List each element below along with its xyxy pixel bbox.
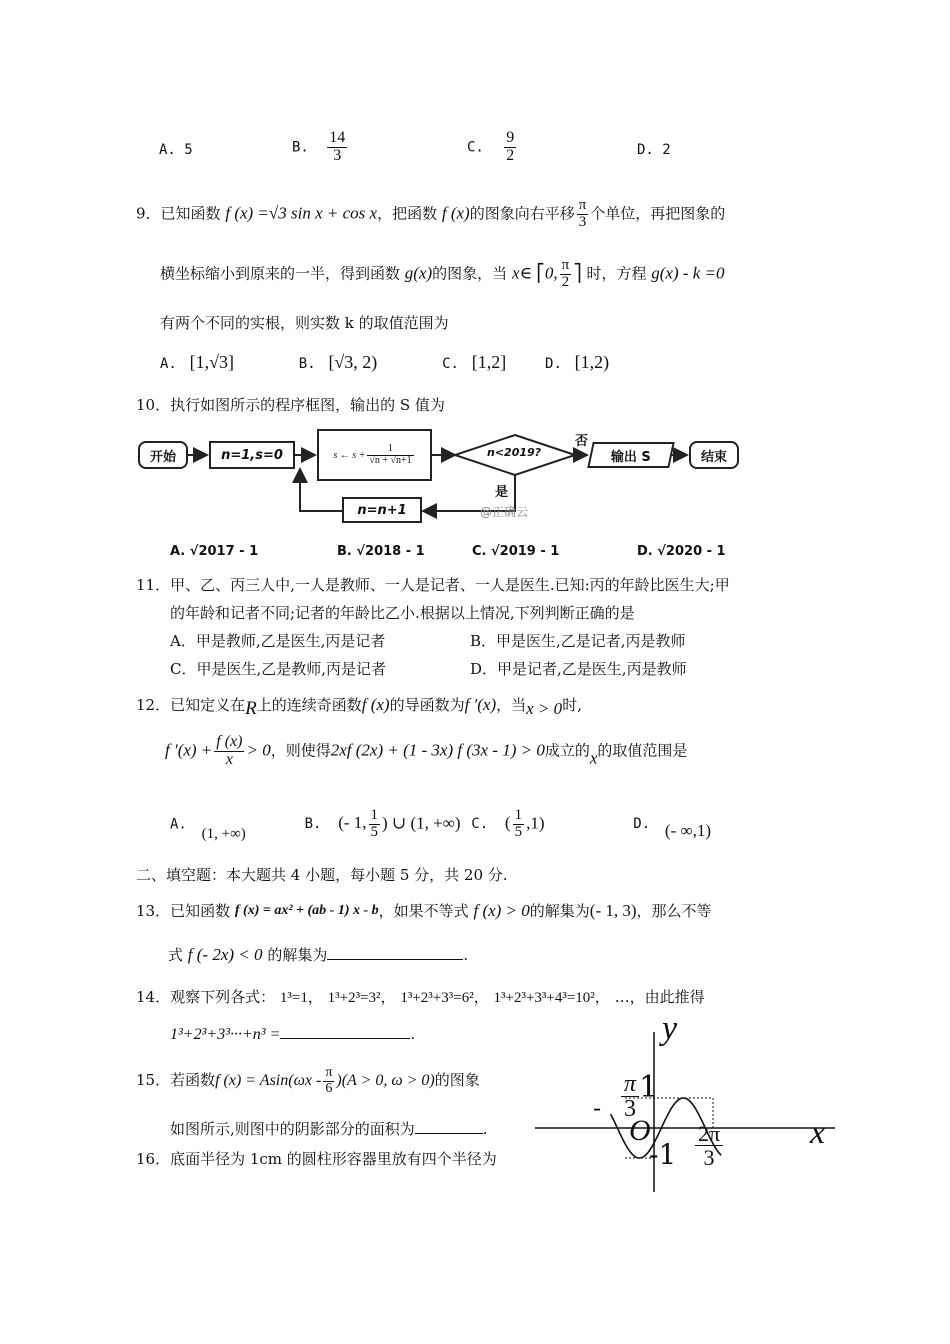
flow-yes-label: 是 bbox=[495, 485, 509, 500]
q15-text: 的图象 bbox=[434, 1071, 480, 1090]
q9-equation: g(x) - k =0 bbox=[651, 263, 725, 283]
q8-option-a: A. 5 bbox=[159, 142, 193, 158]
q12-option-c-label: C. bbox=[471, 816, 489, 833]
q14-text: …，由此推得 bbox=[614, 988, 705, 1006]
q12-text: 的导函数为 bbox=[389, 696, 465, 714]
flow-condition: n<2019? bbox=[487, 446, 542, 459]
min-value-label: -1 bbox=[649, 1138, 677, 1171]
flow-assign-lhs: s ← s + bbox=[333, 449, 366, 461]
q9-interval-right: ⎤ bbox=[573, 263, 582, 283]
q12-text: 的取值范围是 bbox=[597, 741, 688, 760]
max-value-label: 1 bbox=[639, 1070, 659, 1105]
q14-text: 14．观察下列各式： bbox=[136, 988, 276, 1006]
q14-line-1 bbox=[136, 986, 705, 1007]
q12-option-b-right: ) ∪ (1, +∞) bbox=[382, 813, 461, 833]
q12-x: x bbox=[589, 748, 598, 768]
flow-end: 结束 bbox=[689, 441, 739, 469]
q12-option-d-label: D. bbox=[633, 816, 651, 833]
q9-option-b-label: B. bbox=[298, 356, 316, 372]
y-axis-label: y bbox=[662, 1010, 678, 1047]
q9-option-c: [1,2] bbox=[471, 352, 507, 372]
q9-option-d-label: D. bbox=[545, 356, 562, 372]
q15-period: . bbox=[482, 1120, 488, 1138]
q13-text: ，那么不等 bbox=[636, 902, 712, 920]
q12-fprime: f ′(x) bbox=[464, 695, 497, 714]
q9-text: 的图象向右平移 bbox=[469, 204, 575, 223]
q8-option-b-label: B. bbox=[292, 139, 309, 156]
q13-text: 的解集为 bbox=[529, 902, 590, 920]
flow-assign bbox=[317, 429, 432, 481]
q8-option-c-label: C. bbox=[467, 139, 484, 156]
q9-line-2 bbox=[160, 258, 725, 291]
q15-phase-fraction: $\frac{\pi}{6}$ bbox=[325, 1065, 333, 1096]
q15-graph bbox=[535, 1010, 865, 1195]
q15-condition: )(A > 0, ω > 0) bbox=[336, 1072, 435, 1090]
q12-option-b-label: B. bbox=[304, 816, 322, 833]
q12-fraction: $\frac{f (x)}{x}$ bbox=[216, 733, 243, 768]
q14-eq-2: 1³+2³=3²， bbox=[327, 990, 396, 1006]
two-pi3-label: 2π 3 bbox=[695, 1122, 723, 1169]
q9-text: 横坐标缩小到原来的一半，得到函数 bbox=[160, 264, 401, 283]
q9-text: 时，方程 bbox=[586, 264, 647, 283]
q11-option-a: A．甲是教师,乙是医生,丙是记者 bbox=[170, 632, 386, 650]
section-2-heading: 二、填空题：本大题共 4 小题，每小题 5 分，共 20 分. bbox=[136, 866, 508, 884]
q15-line-1 bbox=[136, 1066, 480, 1096]
q13-text: 的解集为 bbox=[267, 946, 328, 964]
x-axis-label: x bbox=[810, 1114, 826, 1151]
q15-function: f (x) = Asin(ωx - bbox=[215, 1072, 322, 1090]
q15-answer-blank[interactable] bbox=[415, 1119, 483, 1134]
q8-option-b bbox=[292, 130, 349, 165]
q12-condition: x > 0 bbox=[526, 699, 563, 718]
q9-text: ，把函数 bbox=[377, 204, 438, 223]
q16-text: 16．底面半径为 1cm 的圆柱形容器里放有四个半径为 bbox=[136, 1150, 497, 1168]
q12-option-c-left: ( bbox=[504, 813, 511, 833]
q11-line-2: 的年龄和记者不同;记者的年龄比乙小.根据以上情况,下列判断正确的是 bbox=[170, 604, 635, 622]
q15-line-2 bbox=[170, 1118, 488, 1139]
q10-flowchart bbox=[135, 425, 805, 535]
neg-pi3-sign: - bbox=[593, 1094, 602, 1122]
q9-interval-fraction: $\frac{\pi}{2}$ bbox=[561, 257, 570, 290]
q12-text: 上的连续奇函数 bbox=[256, 696, 362, 714]
q12-text: 12．已知定义在 bbox=[136, 696, 246, 714]
q10-option-a: A. √2017 - 1 bbox=[170, 544, 259, 559]
q14-eq-4: 1³+2³+3³+4³=10²， bbox=[493, 990, 610, 1006]
neg-pi3-label: π 3 bbox=[621, 1072, 639, 1121]
q13-line-2 bbox=[168, 944, 468, 965]
q12-option-a: (1, +∞) bbox=[201, 826, 246, 843]
q12-options bbox=[170, 808, 711, 841]
q8-option-c bbox=[467, 130, 518, 165]
q9-text: 的图象，当 bbox=[432, 264, 508, 283]
q12-line-1 bbox=[136, 694, 582, 720]
q9-line-1 bbox=[136, 198, 725, 231]
q15-text: 15．若函数 bbox=[136, 1071, 216, 1090]
q12-text: 时, bbox=[562, 696, 582, 714]
q14-line-2 bbox=[170, 1024, 415, 1044]
q11-option-d: D．甲是记者,乙是医生,丙是教师 bbox=[470, 660, 687, 678]
flow-start: 开始 bbox=[138, 441, 188, 469]
q8-option-b-fraction: $\frac{14}{3}$ bbox=[329, 129, 346, 164]
q12-option-b-left: (- 1, bbox=[338, 813, 367, 833]
q9-text: 个单位，再把图象的 bbox=[590, 204, 726, 223]
q9-interval-left: x∈ ⎡0, bbox=[511, 263, 558, 283]
q14-answer-blank[interactable] bbox=[280, 1024, 410, 1039]
q12-text: ，则使得 bbox=[270, 741, 331, 760]
q10-option-d: D. √2020 - 1 bbox=[637, 544, 726, 559]
q9-options bbox=[160, 352, 609, 373]
origin-label: O bbox=[629, 1114, 651, 1147]
flow-watermark: @正确云 bbox=[480, 505, 529, 519]
q12-text: ，当 bbox=[496, 696, 527, 714]
flow-increment: n=n+1 bbox=[342, 497, 422, 523]
q8-option-d: D. 2 bbox=[637, 142, 671, 158]
flow-init: n=1,s=0 bbox=[209, 441, 295, 469]
q13-text: 式 bbox=[168, 946, 184, 964]
flow-output bbox=[587, 442, 675, 468]
q13-answer-blank[interactable] bbox=[327, 945, 463, 960]
q13-text: 13．已知函数 bbox=[136, 902, 231, 920]
q12-option-a-label: A. bbox=[170, 816, 187, 833]
q13-period: . bbox=[463, 946, 469, 964]
q15-text: 如图所示,则图中的阴影部分的面积为 bbox=[170, 1120, 415, 1138]
q11-option-c: C．甲是医生,乙是教师,丙是记者 bbox=[170, 660, 387, 678]
q13-inequality: f (x) > 0 bbox=[473, 901, 530, 920]
q13-line-1 bbox=[136, 900, 712, 921]
q12-lhs: f ′(x) + bbox=[165, 740, 213, 760]
q11-line-1: 11．甲、乙、丙三人中,一人是教师、一人是记者、一人是医生.已知:丙的年龄比医生大;甲 bbox=[136, 576, 730, 594]
q8-option-c-fraction: $\frac{9}{2}$ bbox=[506, 129, 515, 164]
q13-text: ，如果不等式 bbox=[378, 902, 469, 920]
q12-option-d: (- ∞,1) bbox=[664, 821, 712, 841]
q10-option-b: B. √2018 - 1 bbox=[337, 544, 425, 559]
q14-expression: 1³+2³+3³···+n³ = bbox=[170, 1026, 281, 1043]
q9-option-d: [1,2) bbox=[574, 352, 610, 372]
q9-option-a: [1,√3] bbox=[189, 352, 235, 372]
q13-function: f (x) = ax² + (ab - 1) x - b bbox=[234, 903, 379, 918]
q12-inequality: 2xf (2x) + (1 - 3x) f (3x - 1) > 0 bbox=[330, 740, 545, 760]
q9-number: 9． bbox=[136, 204, 161, 223]
q10-text: 10．执行如图所示的程序框图，输出的 S 值为 bbox=[136, 396, 445, 414]
flow-no-label: 否 bbox=[575, 434, 589, 449]
q12-line-2 bbox=[165, 734, 687, 769]
q9-gx: g(x) bbox=[404, 263, 433, 283]
q12-text: 成立的 bbox=[544, 741, 590, 760]
q12-option-c-right: ,1) bbox=[526, 813, 545, 833]
flow-output-label: 输出 S bbox=[611, 449, 651, 465]
q13-solution-set: (- 1, 3) bbox=[589, 901, 637, 920]
q9-line-3: 有两个不同的实根，则实数 k 的取值范围为 bbox=[160, 314, 449, 332]
q14-eq-3: 1³+2³+3³=6²， bbox=[400, 990, 489, 1006]
q9-option-b: [√3, 2) bbox=[328, 352, 378, 372]
q9-option-c-label: C. bbox=[442, 356, 459, 372]
q12-gt: > 0 bbox=[246, 740, 271, 760]
q9-shift-fraction: $\frac{\pi}{3}$ bbox=[578, 197, 587, 230]
q12-option-c-fraction: $\frac{1}{5}$ bbox=[514, 807, 523, 840]
q12-fx: f (x) bbox=[361, 695, 390, 714]
q11-option-b: B．甲是医生,乙是记者,丙是教师 bbox=[470, 632, 686, 650]
q9-option-a-label: A. bbox=[160, 356, 177, 372]
q9-text: 已知函数 bbox=[160, 204, 221, 223]
q9-fx: f (x) bbox=[441, 203, 470, 223]
q12-option-b-fraction: $\frac{1}{5}$ bbox=[370, 807, 379, 840]
q13-inequality-2: f (- 2x) < 0 bbox=[187, 945, 263, 964]
q14-eq-1: 1³=1， bbox=[279, 990, 323, 1006]
q12-R: R bbox=[245, 698, 257, 719]
q9-function: f (x) =√3 sin x + cos x bbox=[225, 203, 378, 223]
q14-period: . bbox=[410, 1025, 416, 1043]
flow-assign-fraction: $\frac{1}{√n + √n+1}$ bbox=[369, 443, 412, 466]
q10-option-c: C. √2019 - 1 bbox=[472, 544, 560, 559]
